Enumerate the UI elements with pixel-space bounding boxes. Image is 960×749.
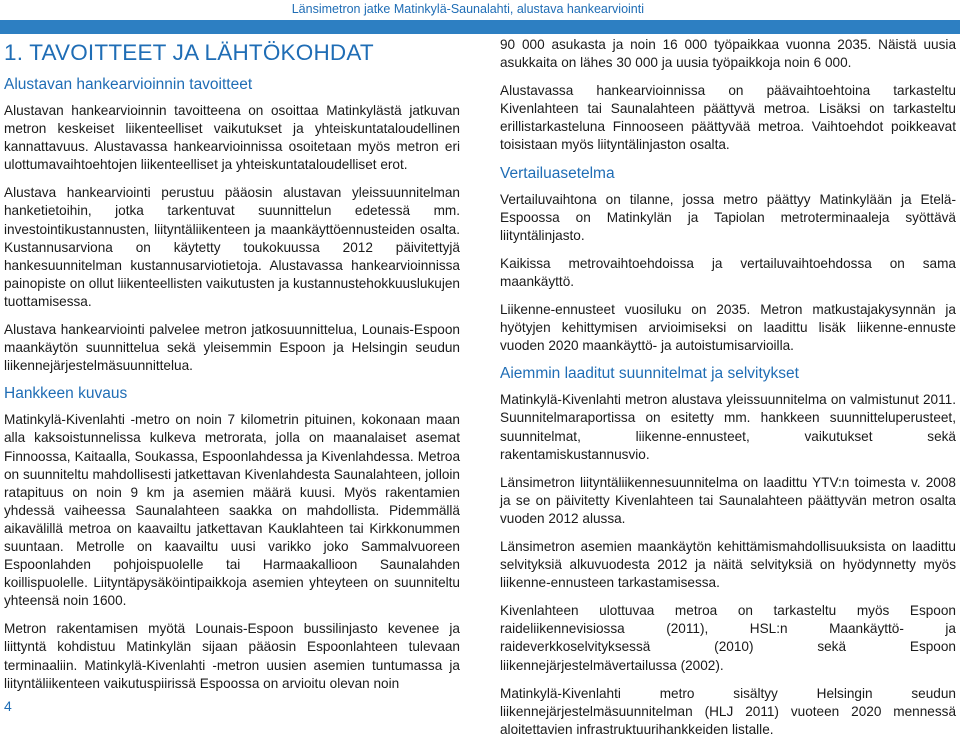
page-number: 4 [4,698,12,714]
paragraph: Länsimetron liityntäliikennesuunnitelma on laadittu YTV:n toimesta v. 2008 ja se on päivitetty Kivenlahteen tai Saunalahteen päättyvän metron osalta vuoden 2012 alussa. [500,474,956,526]
paragraph: Alustavassa hankearvioinnissa on päävaihtoehtoina tarkasteltu Kivenlahteen tai Saunalahteen päättyvä metroa. Lisäksi on tarkasteltu erillistarkasteluna Finnooseen päättyvää metroa. Vaihtoehdot poikkeavat toisistaan myös liityntälinjaston osalta. [500,83,956,153]
paragraph: Alustava hankearviointi palvelee metron jatkosuunnittelua, Lounais-Espoon maankäytön suunnittelua sekä yleisemmin Espoon ja Helsingin seudun liikennejärjestelmäsuunnittelua. [4,322,460,374]
paragraph: Matinkylä-Kivenlahti -metro on noin 7 kilometrin pituinen, kokonaan maan alla kaksoistunnelissa kulkeva metrorata, jolla on maanalaiset asemat Finnoossa, Kaitaalla, Soukassa, Espoonlahdessa ja Kivenlahdessa. Metroa on suunniteltu mahdollisesti jatkettavan Kivenlahdesta Saunalahteen, jolloin ratapituus on noin 9 km ja asemien määrä kuusi. Myös rakentamien yhdessä vaiheessa Saunalahteen saakka on mahdollista. Pidemmällä aikavälillä metroa on kaavailtu jatkettavan Kauklahteen tai Kirkkonummen suuntaan. Metrolle on kaavailtu uusi varikko joko Sammalvuoreen Espoonlahden pohjoispuolelle tai Harmaakallioon Saunalahden koillispuolelle. Liityntäpysäköintipaikkoja asemien yhteyteen on suunniteltu yhteensä noin 1600. [4,412,460,609]
paragraph: Matinkylä-Kivenlahti metro sisältyy Helsingin seudun liikennejärjestelmäsuunnitelman (HLJ 2011) vuoteen 2020 mennessä aloitettavien infrastruktuurihankkeiden listalle. [500,685,956,737]
section-heading-previous-plans: Aiemmin laaditut suunnitelmat ja selvitykset [500,365,799,383]
paragraph: Liikenne-ennusteet vuosiluku on 2035. Metron matkustajakysynnän ja hyötyjen kehittymisen arvioimiseksi on laadittu lisäk liikenne-ennuste vuoden 2020 maankäyttö- ja autoistumisarvioilla. [500,302,956,354]
page-title: 1. TAVOITTEET JA LÄHTÖKOHDAT [4,40,374,65]
running-header-title: Länsimetron jatke Matinkylä-Saunalahti, alustava hankearviointi [291,2,644,16]
paragraph: 90 000 asukasta ja noin 16 000 työpaikkaa vuonna 2035. Näistä uusia asukkaita on lähes 30 000 ja uusia työpaikkoja noin 6 000. [500,37,956,71]
header-accent-bar [0,20,960,34]
paragraph: Länsimetron asemien maankäytön kehittämismahdollisuuksista on laadittu selvityksiä alkuvuodesta 2012 ja näitä selvityksiä on hyödynnetty myös liikenne-ennusteen tarkastamisessa. [500,538,956,591]
left-column [4,36,460,703]
paragraph: Vertailuvaihtona on tilanne, jossa metro päättyy Matinkylään ja Etelä-Espoossa on Matinkylän ja Tapiolan metroterminaaleja syöttävä liityntälinjasto. [500,191,956,243]
section-heading-comparison: Vertailuasetelma [500,164,615,182]
paragraph: Metron rakentamisen myötä Lounais-Espoon bussilinjasto kevenee ja liittyntä kohdistuu Matinkylän sijaan pääosin Espoonlahteen tulevaan terminaaliin. Matinkylä-Kivenlahti -metron uusien asemien tuntumassa ja liityntäliikenteen vaikutuspiirissä Espoossa on arvioitu olevan noin [4,621,460,691]
paragraph: Kivenlahteen ulottuvaa metroa on tarkasteltu myös Espoon raideliikennevisiossa (2011), HSL:n Maankäyttö- ja raideverkkoselvityksessä (2010) sekä Espoon liikennejärjestelmävertailussa (2002). [500,603,956,673]
right-column [500,36,956,749]
paragraph: Alustavan hankearvioinnin tavoitteena on osoittaa Matinkylästä jatkuvan metron keskeiset liikenteelliset vaikutukset ja yhteiskuntataloudellinen kannattavuus. Alustavassa hankearvioinnissa osoitetaan myös metron eri ulottumavaihtoehtojen liikenteelliset ja yhteiskuntataloudelliset erot. [4,103,460,173]
section-heading-goals: Alustavan hankearvioinnin tavoitteet [4,76,253,93]
paragraph: Kaikissa metrovaihtoehdoissa ja vertailuvaihtoehdossa on sama maankäyttö. [500,255,956,289]
section-heading-project-description: Hankkeen kuvaus [4,385,128,403]
paragraph: Alustava hankearviointi perustuu pääosin alustavan yleissuunnitelman hanketietoihin, jotka tarkentuvat suunnittelun edetessä mm. investointikustannusten, liityntäliikenteen ja maankäyttöennusteiden osalta. Kustannusarviona on käytetty toukokuussa 2012 päivitettyjä hankesuunnitelman kustannusarviotietoja. Alustavassa hankearvioinnissa painopiste on ollut liikenteellisten vaikutusten ja kustannustehokkuuslukujen tuottamisessa. [4,185,460,309]
paragraph: Matinkylä-Kivenlahti metron alustava yleissuunnitelma on valmistunut 2011. Suunnitelmaraportissa on esitetty mm. hankkeen suunnitteluperusteet, suunnitelmat, liikenne-ennusteet, vaikutukset sekä rakentamiskustannusvio. [500,392,956,462]
